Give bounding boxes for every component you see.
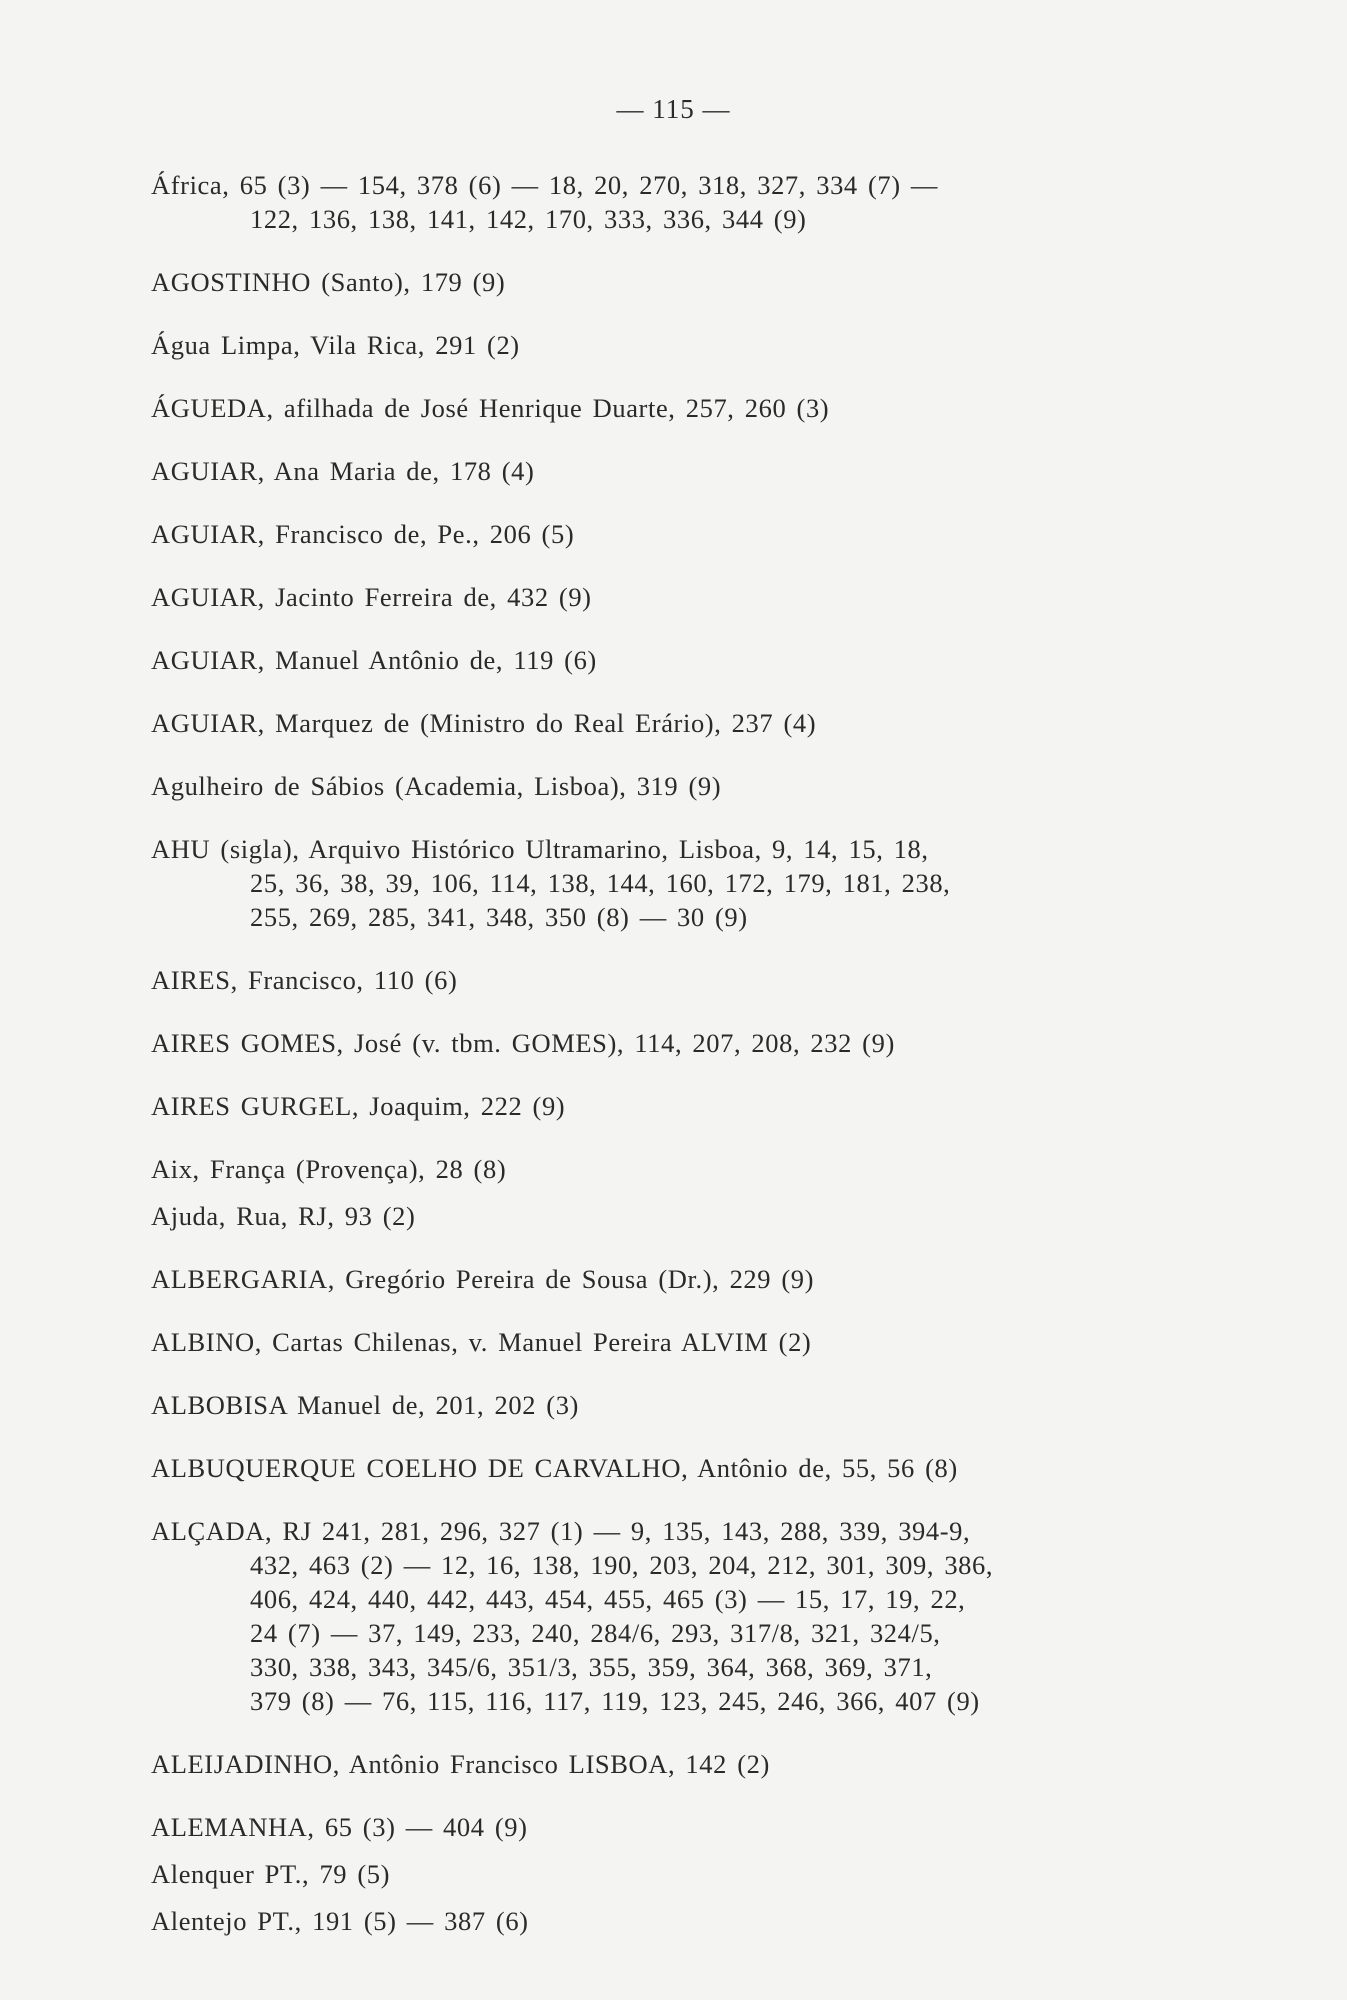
index-entry — [151, 1262, 1221, 1296]
index-list — [151, 168, 1221, 1967]
entry-continuation-line: 379 (8) — 76, 115, 116, 117, 119, 123, 245, 246, 366, 407 (9) — [250, 1686, 980, 1716]
entry-line: ALBOBISA Manuel de, 201, 202 (3) — [151, 1390, 579, 1420]
entry-line: Aix, França (Provença), 28 (8) — [151, 1154, 507, 1184]
index-entry — [151, 517, 1221, 551]
index-entry — [151, 168, 1221, 236]
entry-line: Água Limpa, Vila Rica, 291 (2) — [151, 330, 520, 360]
entry-continuation-line: 432, 463 (2) — 12, 16, 138, 190, 203, 204, 212, 301, 309, 386, — [250, 1550, 994, 1580]
index-entry — [151, 769, 1221, 803]
entry-line: ALEIJADINHO, Antônio Francisco LISBOA, 142 (2) — [151, 1749, 770, 1779]
index-entry — [151, 1857, 1221, 1891]
entry-line: ALÇADA, RJ 241, 281, 296, 327 (1) — 9, 135, 143, 288, 339, 394-9, — [151, 1516, 971, 1546]
entry-line: AHU (sigla), Arquivo Histórico Ultramarino, Lisboa, 9, 14, 15, 18, — [151, 834, 929, 864]
entry-continuation-line: 255, 269, 285, 341, 348, 350 (8) — 30 (9) — [250, 902, 748, 932]
index-entry — [151, 1451, 1221, 1485]
index-entry — [151, 1514, 1221, 1718]
entry-line: AGUIAR, Marquez de (Ministro do Real Erário), 237 (4) — [151, 708, 817, 738]
index-entry — [151, 832, 1221, 934]
entry-line: África, 65 (3) — 154, 378 (6) — 18, 20, 270, 318, 327, 334 (7) — — [151, 170, 939, 200]
index-entry — [151, 328, 1221, 362]
entry-line: Alenquer PT., 79 (5) — [151, 1859, 391, 1889]
entry-line: AGUIAR, Ana Maria de, 178 (4) — [151, 456, 535, 486]
index-entry — [151, 1152, 1221, 1186]
entry-line: ALBERGARIA, Gregório Pereira de Sousa (Dr.), 229 (9) — [151, 1264, 815, 1294]
index-entry — [151, 1388, 1221, 1422]
index-entry — [151, 580, 1221, 614]
entry-line: AGUIAR, Francisco de, Pe., 206 (5) — [151, 519, 575, 549]
entry-continuation-line: 25, 36, 38, 39, 106, 114, 138, 144, 160, 172, 179, 181, 238, — [250, 868, 951, 898]
entry-continuation-line: 122, 136, 138, 141, 142, 170, 333, 336, 344 (9) — [250, 204, 807, 234]
index-entry — [151, 391, 1221, 425]
entry-line: AIRES GURGEL, Joaquim, 222 (9) — [151, 1091, 566, 1121]
entry-line: AIRES GOMES, José (v. tbm. GOMES), 114, 207, 208, 232 (9) — [151, 1028, 895, 1058]
index-entry — [151, 1810, 1221, 1844]
entry-line: AIRES, Francisco, 110 (6) — [151, 965, 458, 995]
index-entry — [151, 265, 1221, 299]
entry-line: AGOSTINHO (Santo), 179 (9) — [151, 267, 506, 297]
entry-line: ÁGUEDA, afilhada de José Henrique Duarte, 257, 260 (3) — [151, 393, 830, 423]
entry-continuation-line: 406, 424, 440, 442, 443, 454, 455, 465 (3) — 15, 17, 19, 22, — [250, 1584, 966, 1614]
entry-line: AGUIAR, Manuel Antônio de, 119 (6) — [151, 645, 597, 675]
entry-continuation-line: 24 (7) — 37, 149, 233, 240, 284/6, 293, 317/8, 321, 324/5, — [250, 1618, 941, 1648]
index-entry — [151, 1089, 1221, 1123]
entry-line: ALEMANHA, 65 (3) — 404 (9) — [151, 1812, 528, 1842]
index-entry — [151, 963, 1221, 997]
entry-line: Ajuda, Rua, RJ, 93 (2) — [151, 1201, 416, 1231]
index-entry — [151, 454, 1221, 488]
entry-line: AGUIAR, Jacinto Ferreira de, 432 (9) — [151, 582, 592, 612]
page-number: — 115 — — [616, 94, 731, 124]
entry-line: Agulheiro de Sábios (Academia, Lisboa), 319 (9) — [151, 771, 722, 801]
index-entry — [151, 1199, 1221, 1233]
index-entry — [151, 1026, 1221, 1060]
entry-line: ALBINO, Cartas Chilenas, v. Manuel Pereira ALVIM (2) — [151, 1327, 812, 1357]
index-entry — [151, 1747, 1221, 1781]
entry-continuation-line: 330, 338, 343, 345/6, 351/3, 355, 359, 364, 368, 369, 371, — [250, 1652, 933, 1682]
index-entry — [151, 1904, 1221, 1938]
index-entry — [151, 643, 1221, 677]
index-entry — [151, 1325, 1221, 1359]
entry-line: ALBUQUERQUE COELHO DE CARVALHO, Antônio de, 55, 56 (8) — [151, 1453, 958, 1483]
index-entry — [151, 706, 1221, 740]
entry-line: Alentejo PT., 191 (5) — 387 (6) — [151, 1906, 529, 1936]
